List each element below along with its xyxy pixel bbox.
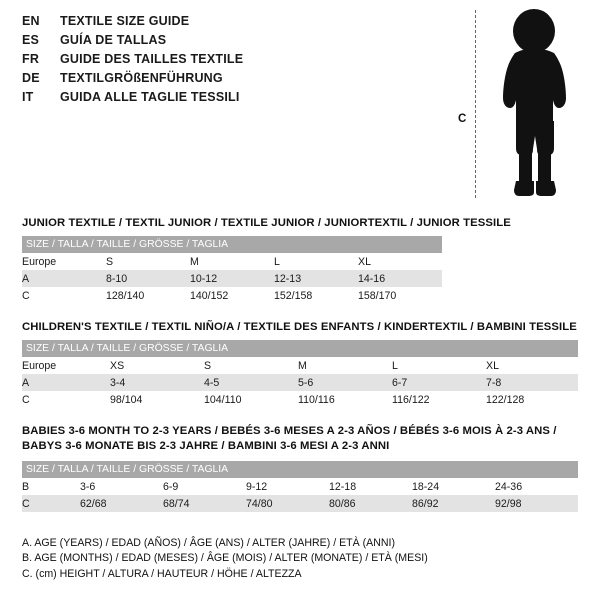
cell: 6-9 xyxy=(163,478,246,495)
language-code: EN xyxy=(22,14,40,28)
table-row xyxy=(22,253,442,270)
cell: 7-8 xyxy=(486,374,578,391)
cell: 4-5 xyxy=(204,374,298,391)
table-row xyxy=(22,374,578,391)
cell: 6-7 xyxy=(392,374,486,391)
children-size-table xyxy=(22,340,578,408)
row-label: A xyxy=(22,374,110,391)
cell: 3-4 xyxy=(110,374,204,391)
cell: M xyxy=(190,253,274,270)
legend-line: C. (cm) HEIGHT / ALTURA / HAUTEUR / HÖHE / ALTEZZA xyxy=(22,567,302,580)
language-row xyxy=(22,33,442,52)
row-label: C xyxy=(22,495,80,512)
language-text: GUÍA DE TALLAS xyxy=(60,33,167,47)
language-list xyxy=(22,14,442,109)
cell: 9-12 xyxy=(246,478,329,495)
cell: 3-6 xyxy=(80,478,163,495)
cell: 10-12 xyxy=(190,270,274,287)
table-row xyxy=(22,270,442,287)
row-label: C xyxy=(22,391,110,408)
language-row xyxy=(22,90,442,109)
cell: 62/68 xyxy=(80,495,163,512)
cell: 98/104 xyxy=(110,391,204,408)
row-label: B xyxy=(22,478,80,495)
language-code: DE xyxy=(22,71,40,85)
table-header-row xyxy=(22,461,578,478)
row-label: Europe xyxy=(22,253,106,270)
section-title-junior: JUNIOR TEXTILE / TEXTIL JUNIOR / TEXTILE JUNIOR / JUNIORTEXTIL / JUNIOR TESSILE xyxy=(22,217,511,229)
language-text: TEXTILE SIZE GUIDE xyxy=(60,14,190,28)
child-silhouette-icon xyxy=(485,8,585,198)
cell: 24-36 xyxy=(495,478,578,495)
language-code: FR xyxy=(22,52,40,66)
row-label: Europe xyxy=(22,357,110,374)
table-header-row xyxy=(22,340,578,357)
cell: 14-16 xyxy=(358,270,442,287)
cell: 74/80 xyxy=(246,495,329,512)
table-row xyxy=(22,391,578,408)
language-row xyxy=(22,14,442,33)
cell: 110/116 xyxy=(298,391,392,408)
table-row xyxy=(22,357,578,374)
cell: 122/128 xyxy=(486,391,578,408)
cell: 92/98 xyxy=(495,495,578,512)
cell: L xyxy=(392,357,486,374)
cell: 12-18 xyxy=(329,478,412,495)
height-guide-line xyxy=(475,10,476,198)
row-label: C xyxy=(22,287,106,304)
cell: 116/122 xyxy=(392,391,486,408)
cell: S xyxy=(106,253,190,270)
table-header-label: SIZE / TALLA / TAILLE / GRÖSSE / TAGLIA xyxy=(22,236,442,253)
cell: 8-10 xyxy=(106,270,190,287)
table-header-row xyxy=(22,236,442,253)
legend-line: A. AGE (YEARS) / EDAD (AÑOS) / ÂGE (ANS) / ALTER (JAHRE) / ETÀ (ANNI) xyxy=(22,536,395,549)
cell: 12-13 xyxy=(274,270,358,287)
section-title-children: CHILDREN'S TEXTILE / TEXTIL NIÑO/A / TEXTILE DES ENFANTS / KINDERTEXTIL / BAMBINI TESSILE xyxy=(22,321,577,333)
cell: 86/92 xyxy=(412,495,495,512)
babies-size-table xyxy=(22,461,578,512)
cell: 104/110 xyxy=(204,391,298,408)
language-row xyxy=(22,71,442,90)
section-title-babies: BABIES 3-6 MONTH TO 2-3 YEARS / BEBÉS 3-6 MESES A 2-3 AÑOS / BÉBÉS 3-6 MOIS À 2-3 ANS / BABYS 3-6 MONATE BIS 2-3 JAHRE / BAMBINI 3-6 MESI A 2-3 ANNI xyxy=(22,425,557,452)
language-code: ES xyxy=(22,33,40,47)
cell: 152/158 xyxy=(274,287,358,304)
language-text: GUIDE DES TAILLES TEXTILE xyxy=(60,52,244,66)
cell: 140/152 xyxy=(190,287,274,304)
language-code: IT xyxy=(22,90,34,104)
cell: XS xyxy=(110,357,204,374)
cell: M xyxy=(298,357,392,374)
table-row xyxy=(22,495,578,512)
legend-line: B. AGE (MONTHS) / EDAD (MESES) / ÂGE (MOIS) / ALTER (MONATE) / ETÀ (MESI) xyxy=(22,552,428,564)
cell: S xyxy=(204,357,298,374)
cell: 5-6 xyxy=(298,374,392,391)
cell: XL xyxy=(486,357,578,374)
table-header-label: SIZE / TALLA / TAILLE / GRÖSSE / TAGLIA xyxy=(22,340,578,357)
cell: L xyxy=(274,253,358,270)
cell: 80/86 xyxy=(329,495,412,512)
cell: XL xyxy=(358,253,442,270)
table-row xyxy=(22,287,442,304)
language-text: GUIDA ALLE TAGLIE TESSILI xyxy=(60,90,240,104)
language-row xyxy=(22,52,442,71)
measurement-figure xyxy=(455,8,590,198)
cell: 128/140 xyxy=(106,287,190,304)
cell: 68/74 xyxy=(163,495,246,512)
junior-size-table xyxy=(22,236,442,304)
language-text: TEXTILGRÖßENFÜHRUNG xyxy=(60,71,223,85)
table-header-label: SIZE / TALLA / TAILLE / GRÖSSE / TAGLIA xyxy=(22,461,578,478)
height-measure-label: C xyxy=(458,113,467,125)
cell: 158/170 xyxy=(358,287,442,304)
row-label: A xyxy=(22,270,106,287)
cell: 18-24 xyxy=(412,478,495,495)
table-row xyxy=(22,478,578,495)
legend-block xyxy=(22,536,428,583)
